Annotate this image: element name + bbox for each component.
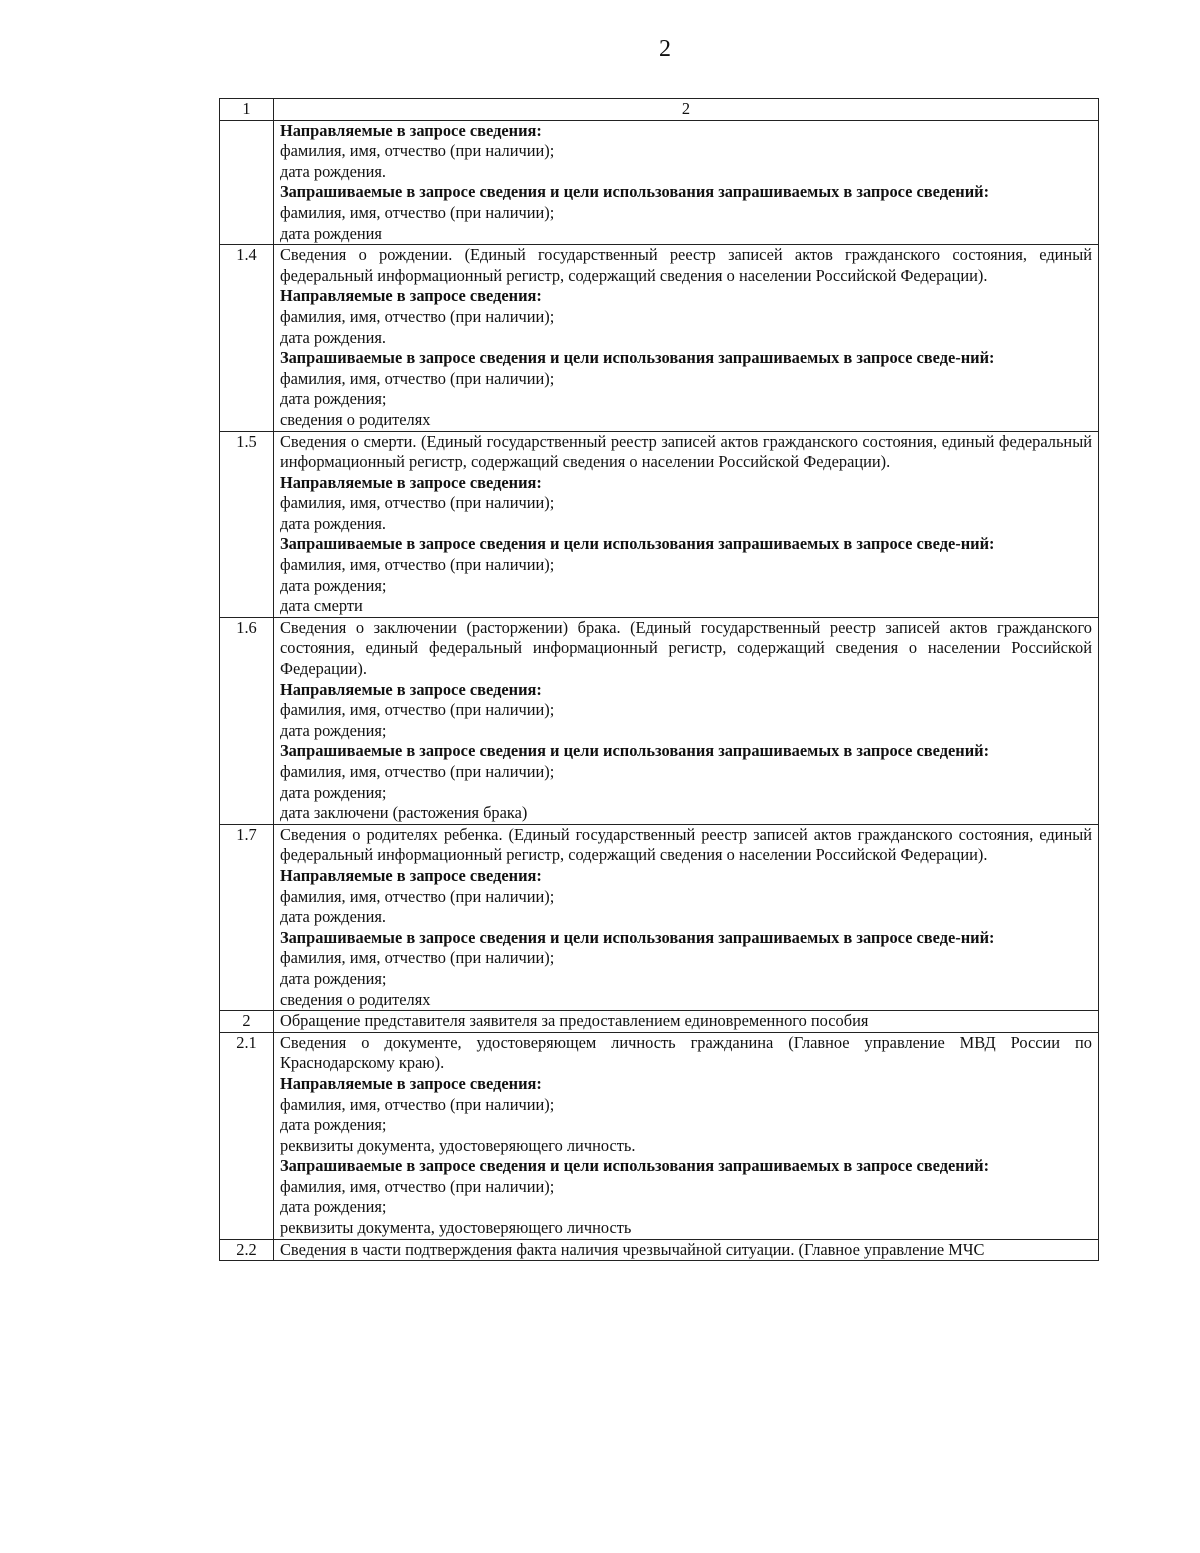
content-line: Сведения о рождении. (Единый государственный реестр записей актов гражданского состояния, единый федеральный информационный регистр, содержащий сведения о населении Российской Федерации).	[280, 245, 1092, 285]
content-line: фамилия, имя, отчество (при наличии);	[280, 762, 555, 781]
row-number: 2.2	[220, 1239, 274, 1261]
table-row	[220, 617, 1099, 824]
content-line: дата рождения.	[280, 907, 387, 927]
row-content	[274, 824, 1099, 1010]
content-line: дата рождения;	[280, 782, 387, 802]
row-number	[220, 120, 274, 245]
content-line: дата рождения.	[280, 161, 387, 181]
section-heading: Запрашиваемые в запросе сведения и цели использования запрашиваемых в запросе сведений:	[280, 741, 990, 761]
section-heading: Направляемые в запросе сведения:	[280, 865, 542, 885]
content-line: фамилия, имя, отчество (при наличии);	[280, 493, 555, 513]
content-line: Сведения о смерти. (Единый государственный реестр записей актов гражданского состояния, единый федеральный информационный регистр, содержащий сведения о населении Российской Федерации).	[280, 431, 1092, 472]
content-line: дата рождения;	[280, 389, 387, 409]
section-heading: Запрашиваемые в запросе сведения и цели использования запрашиваемых в запросе сведений:	[280, 1156, 990, 1176]
row-content	[274, 1239, 1099, 1261]
content-line: фамилия, имя, отчество (при наличии);	[280, 141, 555, 161]
content-line: дата рождения.	[280, 327, 387, 347]
content-line: дата рождения	[280, 223, 382, 243]
content-line: дата смерти	[280, 596, 363, 616]
row-content	[274, 617, 1099, 824]
header-col-1: 1	[220, 99, 274, 121]
section-heading: Направляемые в запросе сведения:	[280, 679, 542, 699]
page-number: 2	[659, 36, 671, 62]
content-line: дата рождения;	[280, 1197, 387, 1217]
table-row	[220, 1011, 1099, 1033]
section-heading: Запрашиваемые в запросе сведения и цели использования запрашиваемых в запросе сведений:	[280, 182, 990, 202]
table-row	[220, 431, 1099, 617]
table-row	[220, 824, 1099, 1010]
content-line: дата рождения;	[280, 720, 387, 740]
content-line: Обращение представителя заявителя за предоставлением единовременного пособия	[280, 1011, 869, 1031]
content-line: дата рождения;	[280, 1115, 387, 1135]
content-line: фамилия, имя, отчество (при наличии);	[280, 1176, 555, 1196]
row-number: 1.5	[220, 431, 274, 617]
row-content	[274, 120, 1099, 245]
content-line: Сведения о родителях ребенка. (Единый государственный реестр записей актов гражданского состояния, единый федеральный информационный регистр, содержащий сведения о населении Российской Федерации).	[280, 824, 1092, 865]
content-line: Сведения в части подтверждения факта наличия чрезвычайной ситуации. (Главное управление МЧС	[280, 1239, 985, 1259]
table-row	[220, 245, 1099, 431]
row-number: 1.6	[220, 617, 274, 824]
content-line: дата рождения;	[280, 575, 387, 595]
content-line: дата рождения;	[280, 968, 387, 988]
content-line: фамилия, имя, отчество (при наличии);	[280, 368, 555, 388]
section-heading: Запрашиваемые в запросе сведения и цели использования запрашиваемых в запросе сведе-ний:	[280, 927, 995, 947]
row-content	[274, 245, 1099, 431]
content-line: фамилия, имя, отчество (при наличии);	[280, 1094, 555, 1114]
section-heading: Направляемые в запросе сведения:	[280, 472, 542, 492]
content-line: Сведения о документе, удостоверяющем личность гражданина (Главное управление МВД России по Краснодарскому краю).	[280, 1032, 1092, 1073]
content-line: фамилия, имя, отчество (при наличии);	[280, 202, 555, 222]
content-line: фамилия, имя, отчество (при наличии);	[280, 948, 555, 968]
content-line: фамилия, имя, отчество (при наличии);	[280, 700, 555, 720]
section-heading: Направляемые в запросе сведения:	[280, 286, 542, 306]
row-content	[274, 431, 1099, 617]
table-body	[220, 99, 1099, 1261]
content-line: Сведения о заключении (расторжении) брака. (Единый государственный реестр записей актов гражданского состояния, единый федеральный информационный регистр, содержащий сведения о населении Российской Федерации).	[280, 617, 1092, 679]
content-line: дата рождения.	[280, 513, 387, 533]
section-heading: Направляемые в запросе сведения:	[280, 120, 542, 140]
content-line: реквизиты документа, удостоверяющего личность	[280, 1218, 632, 1238]
content-line: фамилия, имя, отчество (при наличии);	[280, 306, 555, 326]
content-line: фамилия, имя, отчество (при наличии);	[280, 886, 555, 906]
table-header-row	[220, 99, 1099, 121]
row-number: 1.4	[220, 245, 274, 431]
table-row	[220, 120, 1099, 245]
content-line: сведения о родителях	[280, 409, 431, 429]
row-number: 1.7	[220, 824, 274, 1010]
content-line: фамилия, имя, отчество (при наличии);	[280, 555, 555, 575]
header-col-2: 2	[274, 99, 1099, 121]
content-line: сведения о родителях	[280, 989, 431, 1009]
table-row	[220, 1032, 1099, 1239]
table-row	[220, 1239, 1099, 1261]
row-content	[274, 1011, 1099, 1033]
section-heading: Направляемые в запросе сведения:	[280, 1073, 542, 1093]
row-number: 2	[220, 1011, 274, 1033]
section-heading: Запрашиваемые в запросе сведения и цели использования запрашиваемых в запросе сведе-ний:	[280, 534, 995, 554]
content-line: дата заключени (растожения брака)	[280, 803, 528, 823]
content-line: реквизиты документа, удостоверяющего личность.	[280, 1135, 636, 1155]
row-number: 2.1	[220, 1032, 274, 1239]
requests-table	[219, 98, 1099, 1261]
row-content	[274, 1032, 1099, 1239]
section-heading: Запрашиваемые в запросе сведения и цели использования запрашиваемых в запросе сведе-ний:	[280, 348, 995, 368]
